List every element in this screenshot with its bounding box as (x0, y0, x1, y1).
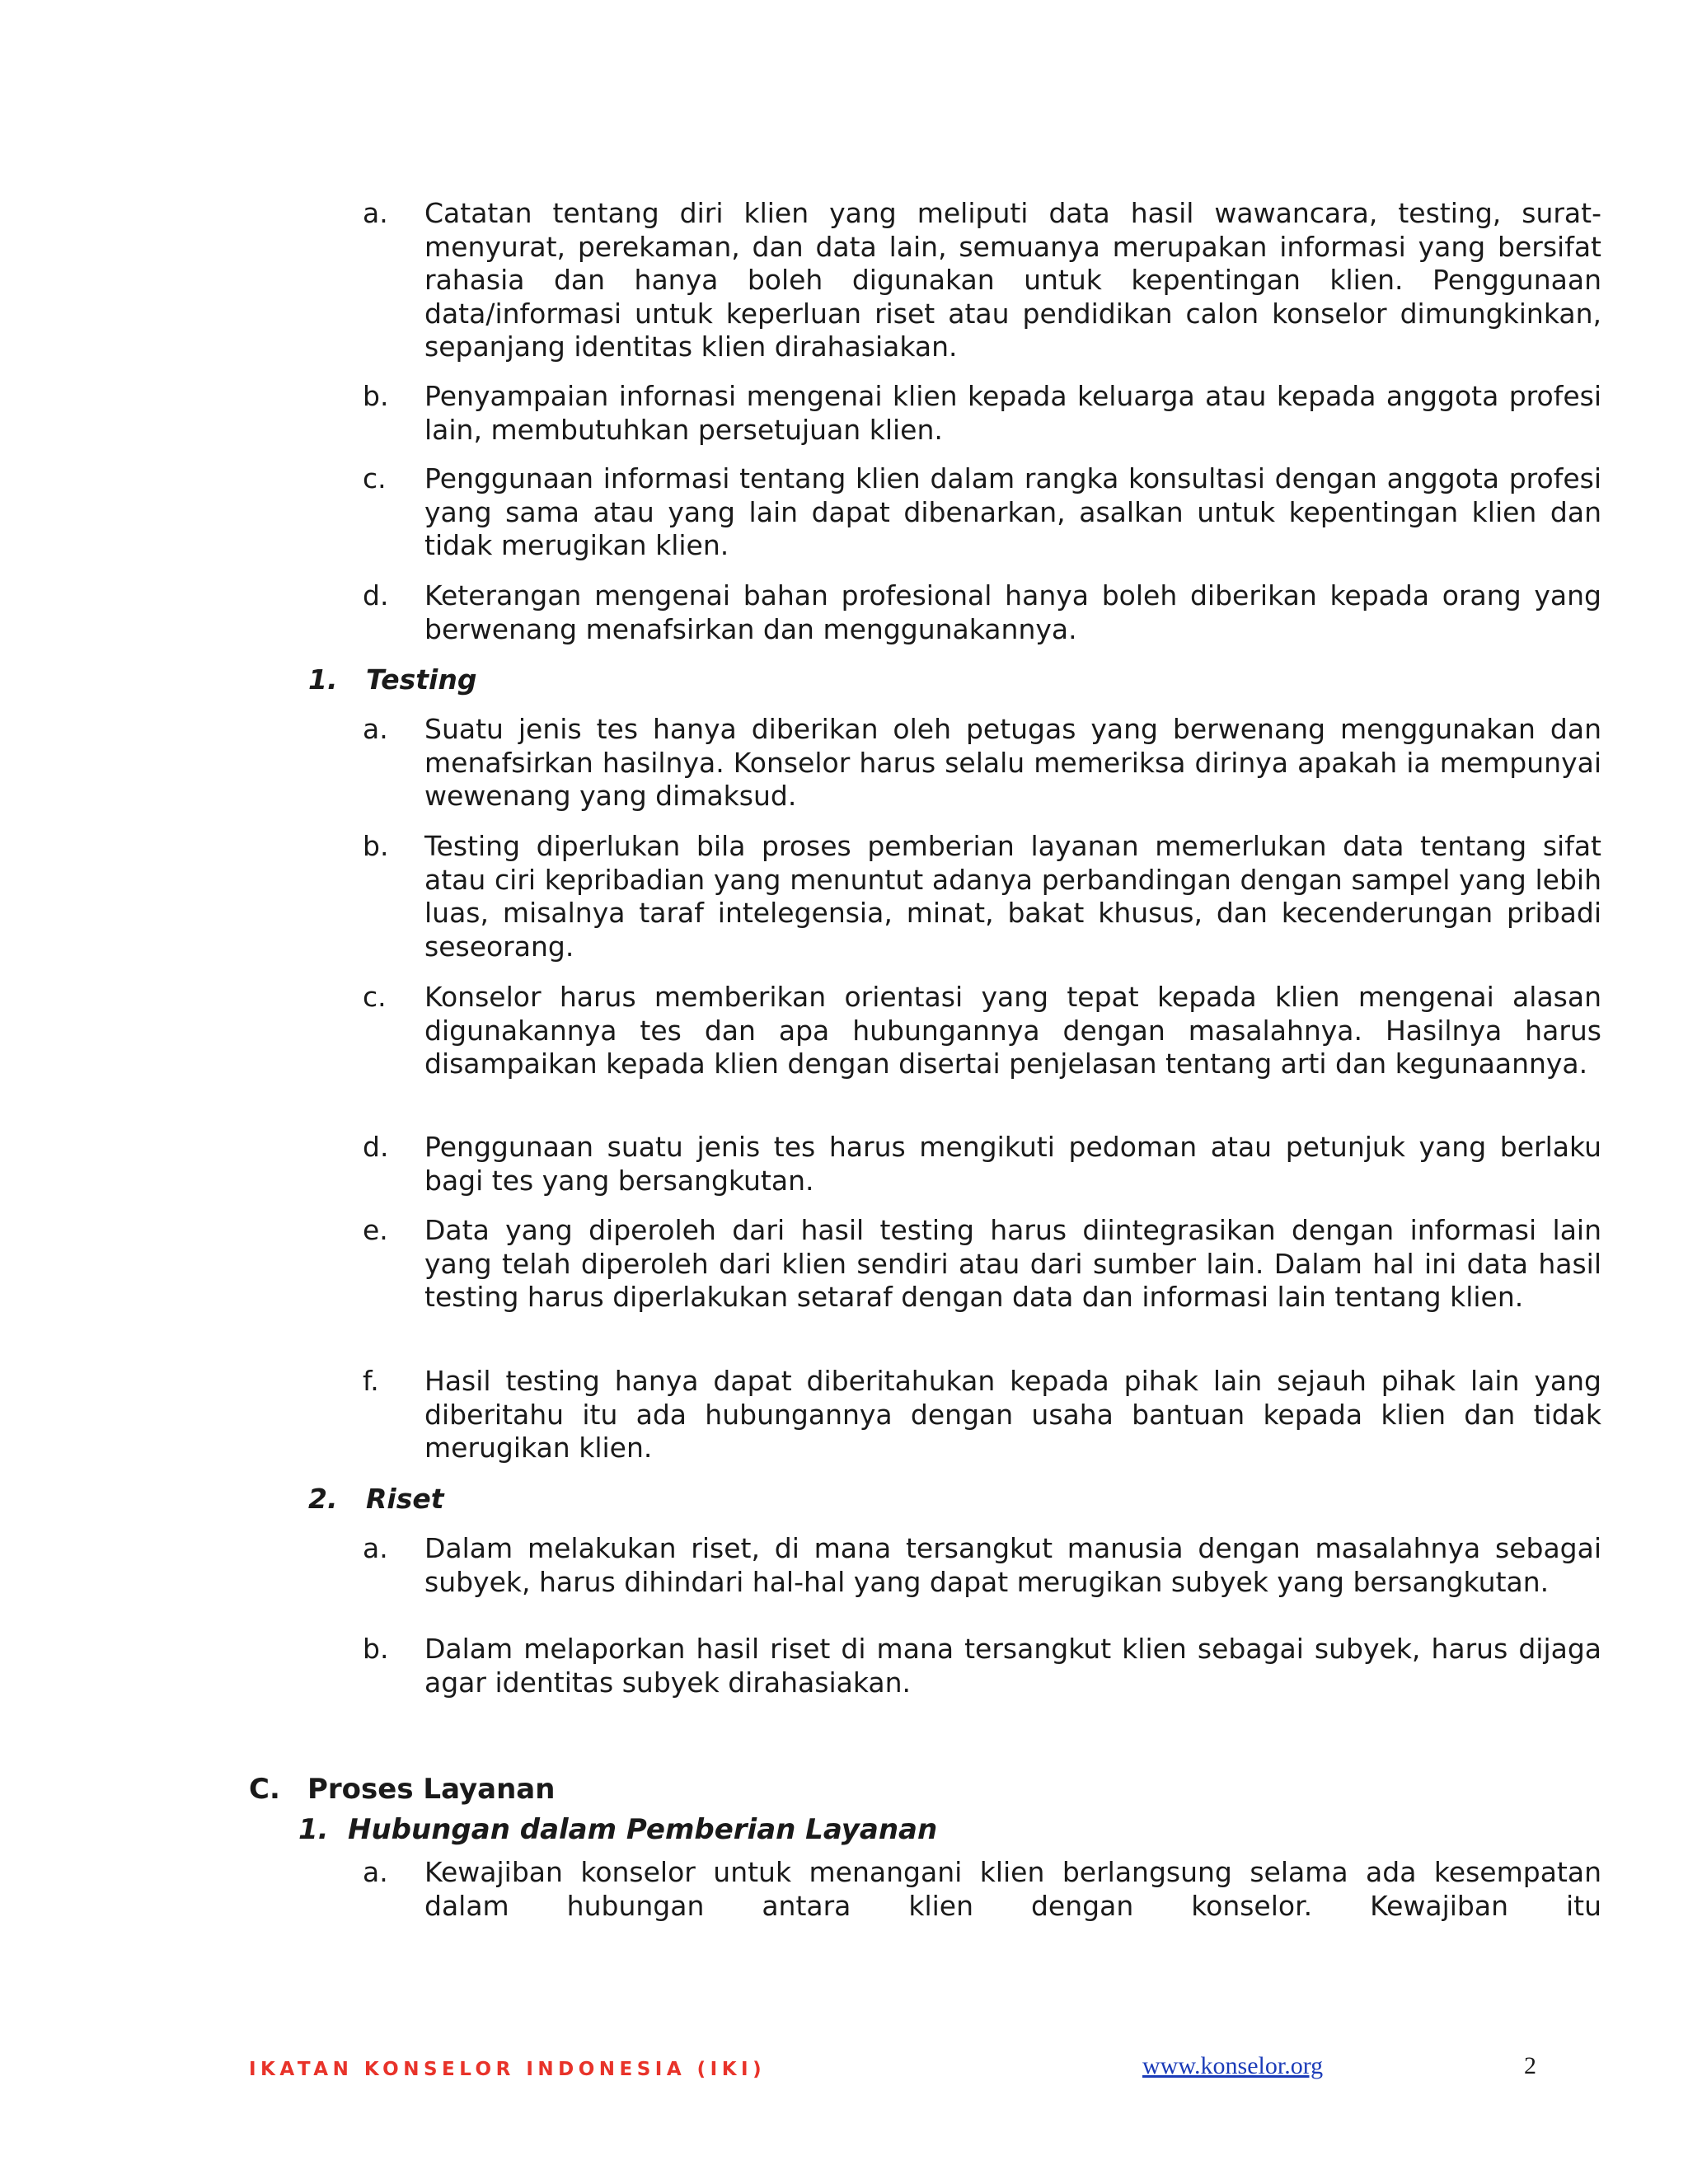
subsection-heading (298, 1813, 937, 1846)
list-marker: d. (363, 579, 389, 612)
section-title: Proses Layanan (307, 1773, 556, 1806)
list-item (363, 830, 1601, 963)
list-marker: a. (363, 1532, 388, 1564)
list-marker: c. (363, 981, 387, 1013)
list-item-text: Penggunaan informasi tentang klien dalam rangka konsultasi dengan anggota profesi yang sama atau yang lain dapat dibenarkan, asalkan untuk kepentingan klien dan tidak merugikan klien. (424, 462, 1601, 561)
list-item-text: Suatu jenis tes hanya diberikan oleh petugas yang berwenang menggunakan dan menafsirkan hasilnya. Konselor harus selalu memeriksa dirinya apakah ia mempunyai wewenang yang dimaksud. (424, 713, 1601, 812)
list-marker: b. (363, 1633, 389, 1665)
list-marker: a. (363, 197, 388, 229)
section-heading-testing (308, 663, 476, 696)
list-item (363, 380, 1601, 447)
list-item (363, 1214, 1601, 1315)
section-number: 1. (308, 663, 338, 696)
subsection-title: Hubungan dalam Pemberian Layanan (348, 1813, 938, 1846)
list-item-text: Dalam melaporkan hasil riset di mana tersangkut klien sebagai subyek, harus dijaga agar identitas subyek dirahasiakan. (424, 1633, 1601, 1699)
list-item (363, 579, 1601, 646)
page-number: 2 (1524, 2052, 1536, 2079)
list-marker: c. (363, 462, 387, 494)
list-item-text: Kewajiban konselor untuk menangani klien berlangsung selama ada kesempatan dalam hubungan antara klien dengan konselor. Kewajiban itu (424, 1856, 1601, 1922)
list-item-text: Keterangan mengenai bahan profesional hanya boleh diberikan kepada orang yang berwenang menafsirkan dan menggunakannya. (424, 579, 1601, 645)
list-item-text: Testing diperlukan bila proses pemberian layanan memerlukan data tentang sifat atau ciri kepribadian yang menuntut adanya perbandingan dengan sampel yang lebih luas, misalnya taraf intelegensia, minat, bakat khusus, dan kecenderungan pribadi seseorang. (424, 830, 1601, 963)
list-marker: b. (363, 380, 389, 412)
section-heading-riset (308, 1483, 444, 1516)
list-marker: a. (363, 713, 388, 745)
list-item-text: Hasil testing hanya dapat diberitahukan kepada pihak lain sejauh pihak lain yang diberitahu itu ada hubungannya dengan usaha bantuan kepada klien dan tidak merugikan klien. (424, 1365, 1601, 1464)
subsection-number: 1. (298, 1813, 329, 1846)
list-item-text: Data yang diperoleh dari hasil testing harus diintegrasikan dengan informasi lain yang telah diperoleh dari klien sendiri atau dari sumber lain. Dalam hal ini data hasil testing harus diperlakukan setaraf dengan data dan informasi lain tentang klien. (424, 1214, 1601, 1313)
list-marker: a. (363, 1856, 388, 1888)
list-item (363, 1856, 1601, 1923)
list-item-text: Konselor harus memberikan orientasi yang tepat kepada klien mengenai alasan digunakannya tes dan apa hubungannya dengan masalahnya. Hasilnya harus disampaikan kepada klien dengan disertai penjelasan tentang arti dan kegunaannya. (424, 981, 1601, 1080)
section-title: Testing (366, 663, 477, 696)
list-item (363, 1131, 1601, 1197)
list-marker: f. (363, 1365, 379, 1397)
list-item (363, 1532, 1601, 1599)
list-item (363, 1633, 1601, 1699)
section-title: Riset (366, 1483, 444, 1515)
list-item (363, 1365, 1601, 1465)
list-item (363, 462, 1601, 563)
section-heading-proses-layanan (249, 1773, 555, 1806)
list-item (363, 197, 1601, 364)
section-letter: C. (249, 1773, 280, 1806)
list-item (363, 713, 1601, 813)
list-item (363, 981, 1601, 1081)
footer-organization: IKATAN KONSELOR INDONESIA (IKI) (249, 2059, 767, 2080)
list-marker: b. (363, 830, 389, 862)
list-item-text: Penyampaian infornasi mengenai klien kepada keluarga atau kepada anggota profesi lain, membutuhkan persetujuan klien. (424, 380, 1601, 446)
list-item-text: Penggunaan suatu jenis tes harus mengikuti pedoman atau petunjuk yang berlaku bagi tes yang bersangkutan. (424, 1131, 1601, 1197)
list-item-text: Dalam melakukan riset, di mana tersangkut manusia dengan masalahnya sebagai subyek, harus dihindari hal-hal yang dapat merugikan subyek yang bersangkutan. (424, 1532, 1601, 1598)
list-marker: e. (363, 1214, 388, 1246)
footer-website-link[interactable]: www.konselor.org (1142, 2052, 1324, 2079)
list-item-text: Catatan tentang diri klien yang meliputi data hasil wawancara, testing, surat-menyurat, perekaman, dan data lain, semuanya merupakan informasi yang bersifat rahasia dan hanya boleh digunakan untuk kepentingan klien. Penggunaan data/informasi untuk keperluan riset atau pendidikan calon konselor dimungkinkan, sepanjang identitas klien dirahasiakan. (424, 197, 1601, 363)
list-marker: d. (363, 1131, 389, 1163)
section-number: 2. (308, 1483, 338, 1515)
